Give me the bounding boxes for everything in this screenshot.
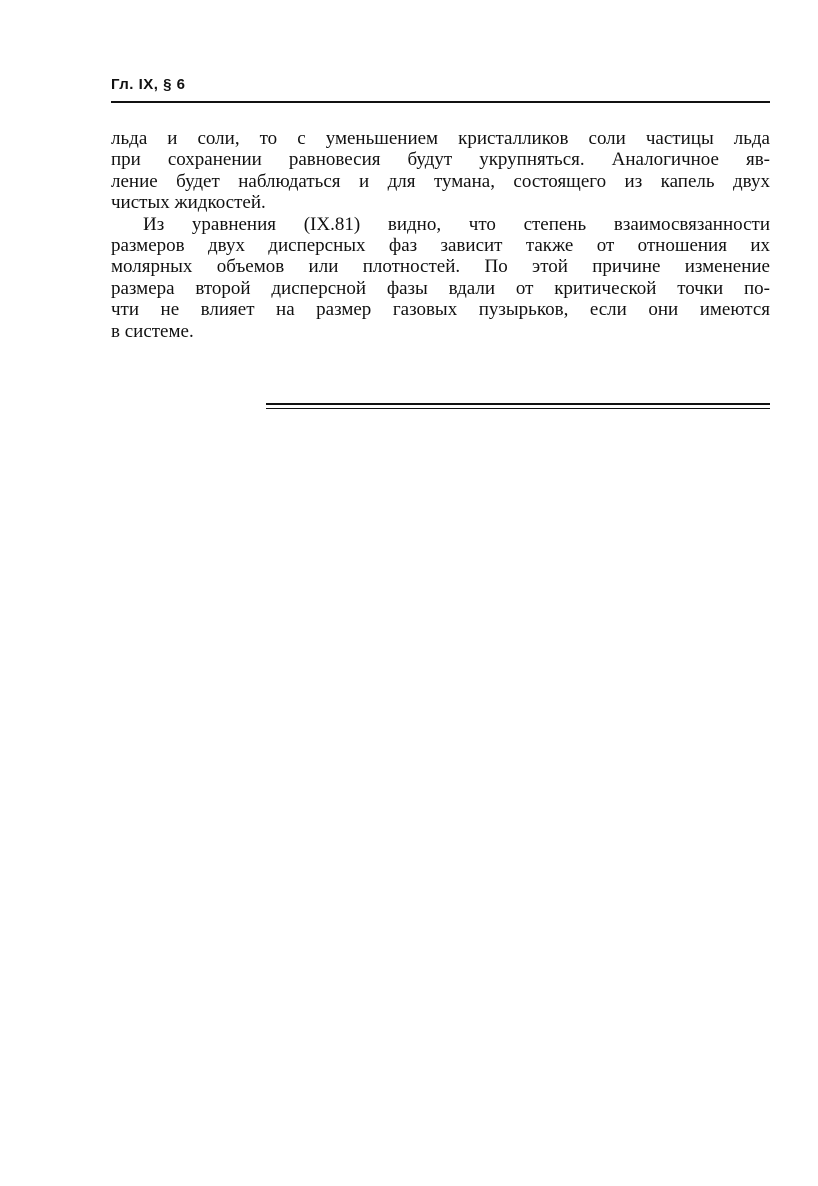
section-end-rule: [266, 403, 770, 405]
text-line: чистых жидкостей.: [111, 192, 266, 214]
running-head: Гл. IX, § 6: [111, 76, 186, 93]
paragraph: [111, 214, 770, 342]
header-rule: [111, 101, 770, 103]
text-line: Из уравнения (IX.81) видно, что степень взаимосвязанности: [143, 213, 770, 235]
text-line: при сохранении равновесия будут укрупняться. Аналогичное яв-: [111, 149, 770, 171]
text-line: размера второй дисперсной фазы вдали от критической точки по-: [111, 277, 770, 299]
text-line: ление будет наблюдаться и для тумана, состоящего из капель двух: [111, 170, 770, 192]
text-line: в системе.: [111, 320, 194, 342]
paragraph: [111, 128, 770, 214]
section-end-rule: [266, 408, 770, 409]
text-line: льда и соли, то с уменьшением кристалликов соли частицы льда: [111, 128, 770, 149]
body-text: [111, 128, 770, 342]
text-line: размеров двух дисперсных фаз зависит также от отношения их: [111, 235, 770, 257]
text-line: чти не влияет на размер газовых пузырьков, если они имеются: [111, 299, 770, 321]
text-line: молярных объемов или плотностей. По этой причине изменение: [111, 256, 770, 278]
